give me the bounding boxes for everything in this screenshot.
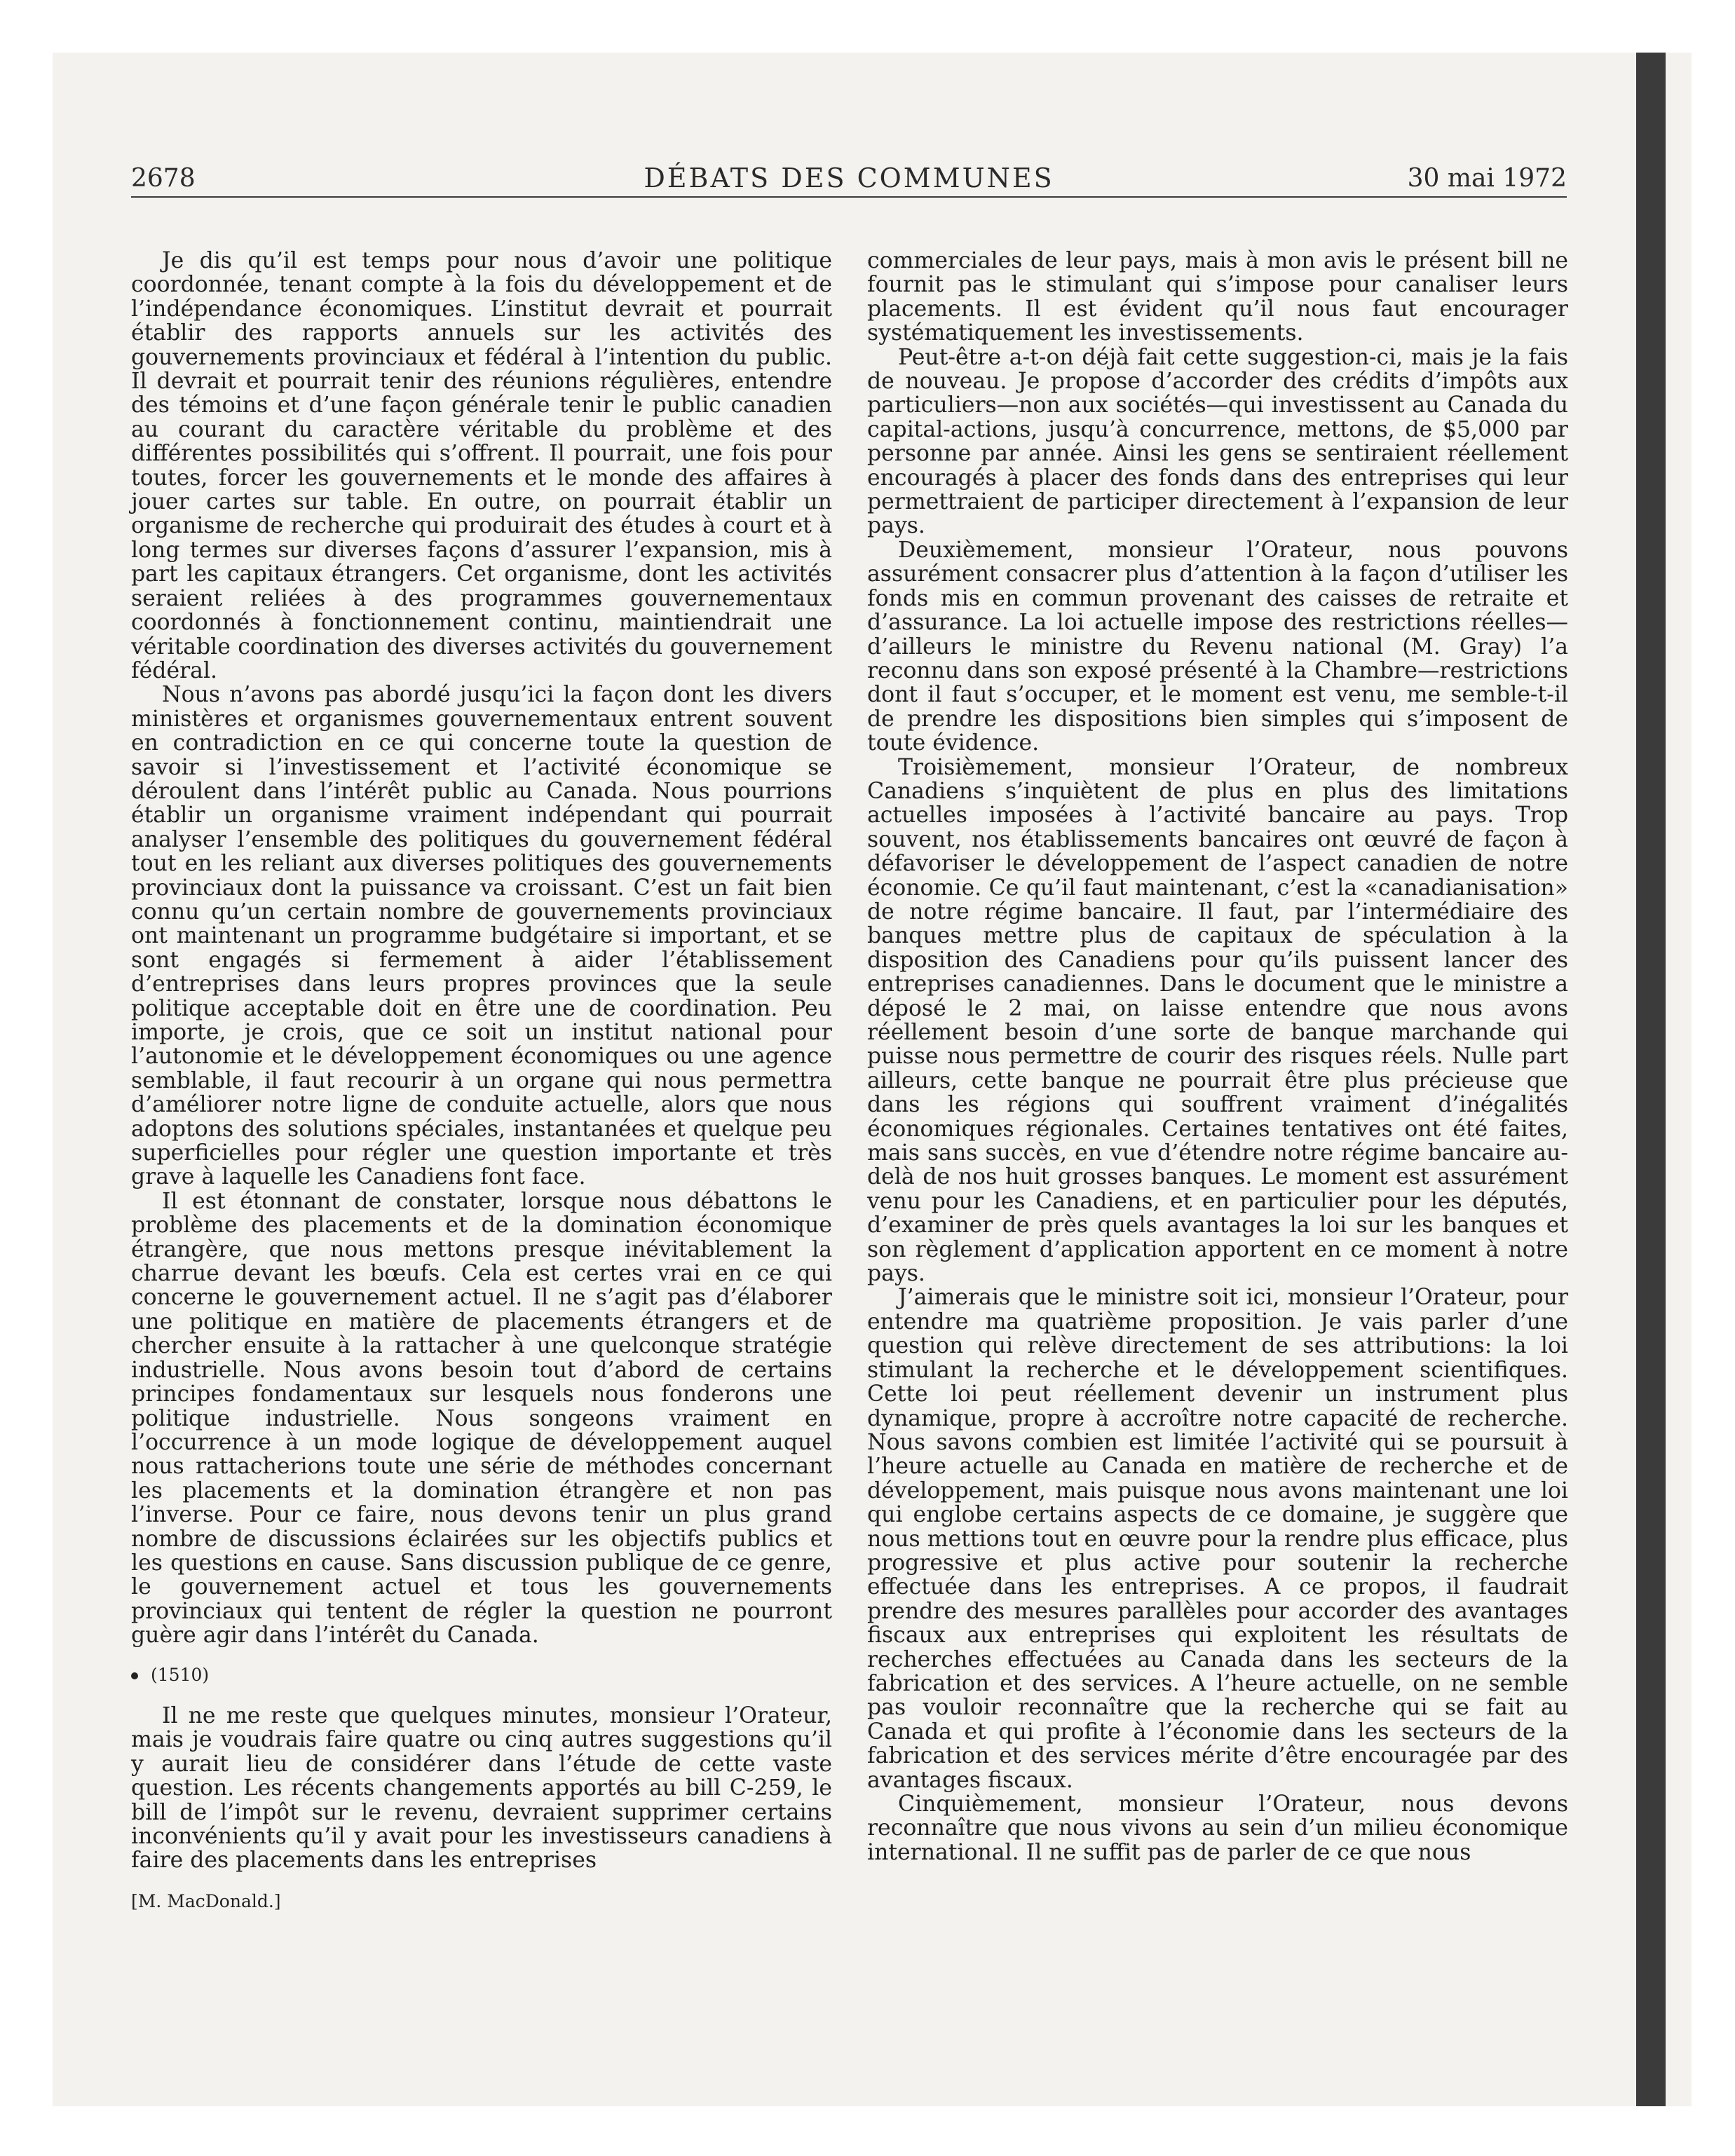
page-header — [131, 158, 1567, 200]
publication-title: DÉBATS DES COMMUNES — [644, 163, 1054, 193]
left-column — [131, 249, 832, 1913]
paragraph: Je dis qu’il est temps pour nous d’avoir une politique coordonnée, tenant compte à la fois du développement et de l’indépendance économiques. L’institut devrait et pourrait établir des rapports annuels sur les activités des gouvernements provinciaux et fédéral à l’intention du public. Il devrait et pourrait tenir des réunions régulières, entendre des témoins et d’une façon générale tenir le public canadien au courant du caractère véritable du problème et des différentes possibilités qui s’offrent. Il pourrait, une fois pour toutes, forcer les gouvernements et le monde des affaires à jouer cartes sur table. En outre, on pourrait établir un organisme de recherche qui produirait des études à court et à long termes sur diverses façons d’assurer l’expansion, mis à part les capitaux étrangers. Cet organisme, dont les activités seraient reliées à des programmes gouvernementaux coordonnés à fonctionnement continu, maintiendrait une véritable coordination des diverses activités du gouvernement fédéral. — [131, 248, 832, 683]
paragraph: Peut-être a-t-on déjà fait cette suggestion-ci, mais je la fais de nouveau. Je propose d’accorder des crédits d’impôts aux particuliers—non aux sociétés—qui investissent au Canada du capital-actions, jusqu’à concurrence, mettons, de $5,000 par personne par année. Ainsi les gens se sentiraient réellement encouragés à placer des fonds dans des entreprises qui leur permettraient de participer directement à l’expansion de leur pays. — [867, 344, 1568, 539]
paragraph: J’aimerais que le ministre soit ici, monsieur l’Orateur, pour entendre ma quatrième proposition. Je vais parler d’une question qui relève directement de ses attributions: la loi stimulant la recherche et le développement scientifiques. Cette loi peut réellement devenir un instrument plus dynamique, propre à accroître notre capacité de recherche. Nous savons combien est limitée l’activité qui se poursuit à l’heure actuelle au Canada en matière de recherche et de développement, mais puisque nous avons maintenant une loi qui englobe certains aspects de ce domaine, je suggère que nous mettions tout en œuvre pour la rendre plus efficace, plus progressive et plus active pour soutenir la recherche effectuée dans les entreprises. A ce propos, il faudrait prendre des mesures parallèles pour accorder des avantages fiscaux aux entreprises qui exploitent les résultats de recherches effectuées au Canada dans les secteurs de la fabrication et des services. A l’heure actuelle, on ne semble pas vouloir reconnaître que la recherche qui se fait au Canada et qui profite à l’économie dans les secteurs de la fabrication et des services mérite d’être encouragée par des avantages fiscaux. — [867, 1285, 1568, 1793]
paragraph: Deuxièmement, monsieur l’Orateur, nous pouvons assurément consacrer plus d’attention à la façon d’utiliser les fonds mis en commun provenant des caisses de retraite et d’assurance. La loi actuelle impose des restrictions réelles—d’ailleurs le ministre du Revenu national (M. Gray) l’a reconnu dans son exposé présenté à la Chambre—restrictions dont il faut s’occuper, et le moment est venu, me semble-t-il de prendre les dispositions bien simples qui s’imposent de toute évidence. — [867, 537, 1568, 756]
bullet-icon — [131, 1672, 138, 1679]
paragraph-continuation: commerciales de leur pays, mais à mon avis le présent bill ne fournit pas le stimulant qui s’impose pour canaliser leurs placements. Il est évident qu’il nous faut encourager systématiquement les investissements. — [867, 248, 1568, 346]
time-marker — [131, 1663, 832, 1687]
right-column — [867, 249, 1568, 1864]
paragraph: Troisièmement, monsieur l’Orateur, de nombreux Canadiens s’inquiètent de plus en plus des limitations actuelles imposées à l’activité bancaire au pays. Trop souvent, nos établissements bancaires ont œuvré de façon à défavoriser le développement de l’aspect canadien de notre économie. Ce qu’il faut maintenant, c’est la «canadianisation» de notre régime bancaire. Il faut, par l’intermédiaire des banques mettre plus de capitaux de spéculation à la disposition des Canadiens pour qu’ils puissent lancer des entreprises canadiennes. Dans le document que le ministre a déposé le 2 mai, on laisse entendre que nous avons réellement besoin d’une sorte de banque marchande qui puisse nous permettre de courir des risques réels. Nulle part ailleurs, cette banque ne pourrait être plus précieuse que dans les régions qui souffrent vraiment d’inégalités économiques régionales. Certaines tentatives ont été faites, mais sans succès, en vue d’étendre notre régime bancaire au-delà de nos huit grosses banques. Le moment est assurément venu pour les Canadiens, et en particulier pour les députés, d’examiner de près quels avantages la loi sur les banques et son règlement d’application apportent en ce moment à notre pays. — [867, 754, 1568, 1287]
paragraph: Il ne me reste que quelques minutes, monsieur l’Orateur, mais je voudrais faire quatre ou cinq autres suggestions qu’il y aurait lieu de considérer dans l’étude de cette vaste question. Les récents changements apportés au bill C-259, le bill de l’impôt sur le revenu, devraient supprimer certains inconvénients qu’il y avait pour les investisseurs canadiens à faire des placements dans les entreprises — [131, 1703, 832, 1874]
paragraph: Il est étonnant de constater, lorsque nous débattons le problème des placements et de la domination économique étrangère, que nous mettons presque inévitablement la charrue devant les bœufs. Cela est certes vrai en ce qui concerne le gouvernement actuel. Il ne s’agit pas d’élaborer une politique en matière de placements étrangers et de chercher ensuite à la rattacher à une quelconque stratégie industrielle. Nous avons besoin tout d’abord de certains principes fondamentaux sur lesquels nous fonderons une politique industrielle. Nous songeons vraiment en l’occurrence à un mode logique de développement auquel nous rattacherions toute une série de méthodes concernant les placements et la domination étrangère et non pas l’inverse. Pour ce faire, nous devons tenir un plus grand nombre de discussions éclairées sur les objectifs publics et les questions en cause. Sans discussion publique de ce genre, le gouvernement actuel et tous les gouvernements provinciaux qui tentent de régler la question ne pourront guère agir dans l’intérêt du Canada. — [131, 1188, 832, 1649]
paragraph: Nous n’avons pas abordé jusqu’ici la façon dont les divers ministères et organismes gouvernementaux entrent souvent en contradiction en ce qui concerne toute la question de savoir si l’investissement et l’activité économique se déroulent dans l’intérêt public au Canada. Nous pourrions établir un organisme vraiment indépendant qui pourrait analyser l’ensemble des politiques du gouvernement fédéral tout en les reliant aux diverses politiques des gouvernements provinciaux dont la puissance va croissant. C’est un fait bien connu qu’un certain nombre de gouvernements provinciaux ont maintenant un programme budgétaire si important, et se sont engagés si fermement à aider l’établissement d’entreprises dans leurs propres provinces que la seule politique acceptable doit en être une de coordination. Peu importe, je crois, que ce soit un institut national pour l’autonomie et le développement économiques ou une agence semblable, il faut recourir à un organe qui nous permettra d’améliorer notre ligne de conduite actuelle, alors que nous adoptons des solutions spéciales, instantanées et quelque peu superficielles pour régler une question importante et très grave à laquelle les Canadiens font face. — [131, 682, 832, 1190]
paragraph: Cinquièmement, monsieur l’Orateur, nous devons reconnaître que nous vivons au sein d’un milieu économique international. Il ne suffit pas de parler de ce que nous — [867, 1792, 1568, 1865]
time-marker-text: (1510) — [151, 1664, 210, 1685]
page-date: 30 mai 1972 — [1407, 164, 1567, 193]
header-rule — [131, 196, 1567, 198]
binding-edge — [1636, 53, 1666, 2106]
speaker-attribution: [M. MacDonald.] — [131, 1890, 281, 1911]
page-number: 2678 — [131, 164, 196, 193]
